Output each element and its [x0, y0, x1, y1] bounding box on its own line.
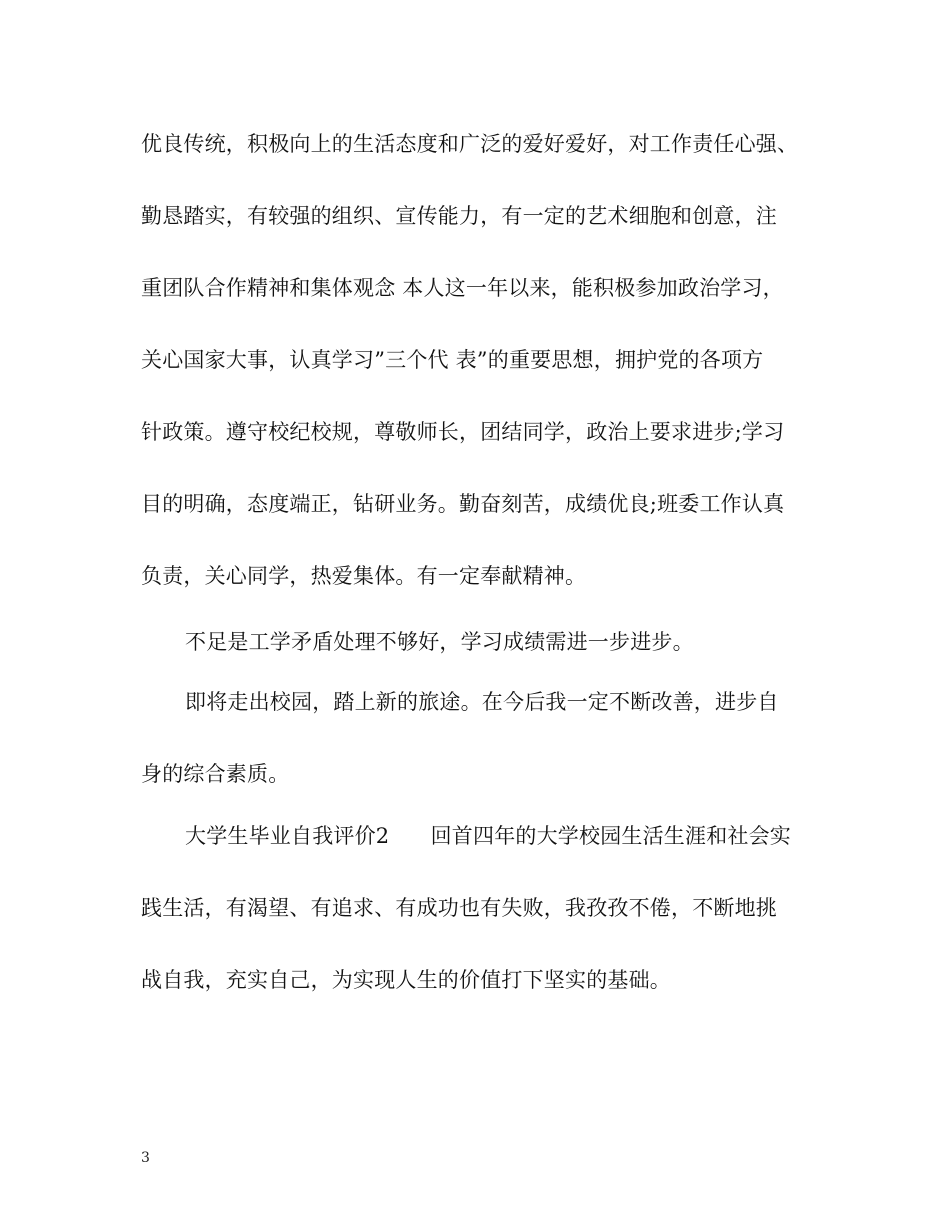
body-text-line: 勤恳踏实，有较强的组织、宣传能力，有一定的艺术细胞和创意，注	[141, 204, 777, 228]
body-text-line: 负责，关心同学，热爱集体。有一定奉献精神。	[141, 564, 587, 588]
body-text-line: 身的综合素质。	[141, 762, 290, 786]
body-text-line: 重团队合作精神和集体观念 本人这一年以来，能积极参加政治学习，	[141, 276, 784, 300]
body-text-line: 目的明确，态度端正，钻研业务。勤奋刻苦，成绩优良;班委工作认真	[141, 492, 785, 516]
body-text-line: 针政策。遵守校纪校规，尊敬师长，团结同学，政治上要求进步;学习	[141, 420, 785, 444]
body-text-line: 关心国家大事，认真学习”三个代 表”的重要思想，拥护党的各项方	[141, 348, 764, 372]
body-text-line: 践生活，有渴望、有追求、有成功也有失败，我孜孜不倦，不断地挑	[141, 896, 777, 920]
paragraph-first-line: 即将走出校园，踏上新的旅途。在今后我一定不断改善，进步自	[185, 690, 779, 714]
page-number: 3	[141, 1150, 150, 1166]
body-text-line: 优良传统，积极向上的生活态度和广泛的爱好爱好，对工作责任心强、	[141, 132, 799, 156]
paragraph-first-line: 不足是工学矛盾处理不够好，学习成绩需进一步进步。	[185, 630, 694, 654]
paragraph-first-line: 大学生毕业自我评价2 回首四年的大学校园生活生涯和社会实	[185, 824, 792, 848]
body-text-line: 战自我，充实自己，为实现人生的价值打下坚实的基础。	[141, 968, 671, 992]
